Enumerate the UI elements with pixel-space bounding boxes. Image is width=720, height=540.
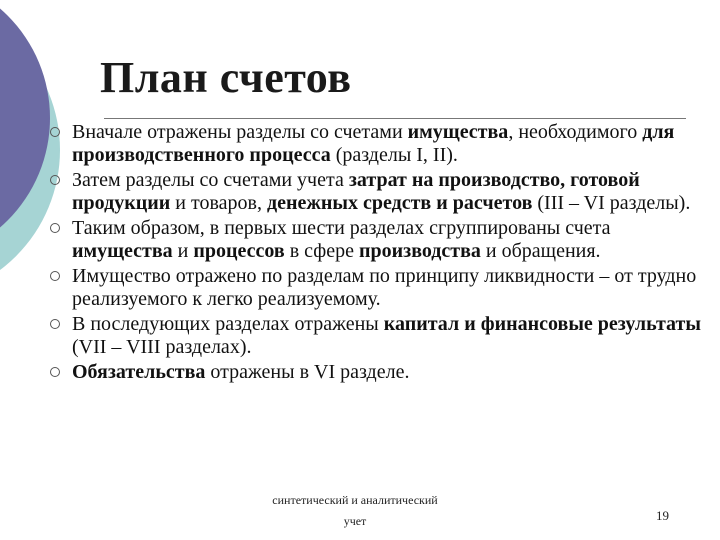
bullet-circle-icon (50, 127, 60, 137)
bullet-item (50, 121, 710, 167)
bullet-text: Таким образом, в первых шести разделах сгруппированы счета (72, 217, 611, 239)
bullet-bold-text: затрат на производство, готовой продукции (72, 169, 640, 214)
bullet-bold-text: капитал и финансовые результаты (383, 313, 701, 335)
bullet-bold-text: производства (359, 240, 481, 262)
footer-text (240, 490, 470, 532)
bullet-text: Затем разделы со счетами учета (72, 169, 349, 191)
footer-line-2: учет (343, 514, 367, 528)
bullet-text: В последующих разделах отражены (72, 313, 384, 335)
bullet-bold-text: процессов (193, 240, 285, 262)
bullet-text: отражены в VI разделе. (205, 361, 410, 383)
bullet-text: (III – VI разделы). (532, 192, 691, 214)
bullet-circle-icon (50, 367, 60, 377)
bullet-bold-text: для производственного процесса (72, 121, 675, 166)
bullet-text: и обращения. (480, 240, 601, 262)
bullet-bold-text: Обязательства (72, 361, 206, 383)
bullet-circle-icon (50, 271, 60, 281)
bullet-bold-text: денежных средств и расчетов (266, 192, 533, 214)
bullet-item (50, 169, 710, 215)
bullet-circle-icon (50, 223, 60, 233)
bullet-text: в сфере (284, 240, 359, 262)
bullet-circle-icon (50, 175, 60, 185)
bullet-text: и товаров, (170, 192, 267, 214)
bullet-item (50, 217, 710, 263)
bullet-circle-icon (50, 319, 60, 329)
bullet-text: Вначале отражены разделы со счетами (72, 121, 408, 143)
bullet-text: (VII – VIII разделах). (72, 336, 252, 358)
bullet-bold-text: имущества (407, 121, 509, 143)
bullet-item (50, 265, 710, 311)
bullet-list (50, 121, 710, 386)
bullet-text: (разделы I, II). (330, 144, 458, 166)
page-number: 19 (656, 508, 669, 523)
slide-title: План счетов (100, 53, 352, 102)
bullet-text: и (172, 240, 194, 262)
bullet-item (50, 313, 710, 359)
bullet-bold-text: имущества (72, 240, 173, 262)
footer-line-1: синтетический и аналитический (272, 493, 438, 507)
bullet-text: , необходимого (508, 121, 643, 143)
bullet-text: Имущество отражено по разделам по принципу ликвидности – от трудно реализуемого к легко реализуемому. (72, 265, 697, 310)
bullet-item (50, 361, 710, 384)
title-underline (104, 118, 686, 119)
